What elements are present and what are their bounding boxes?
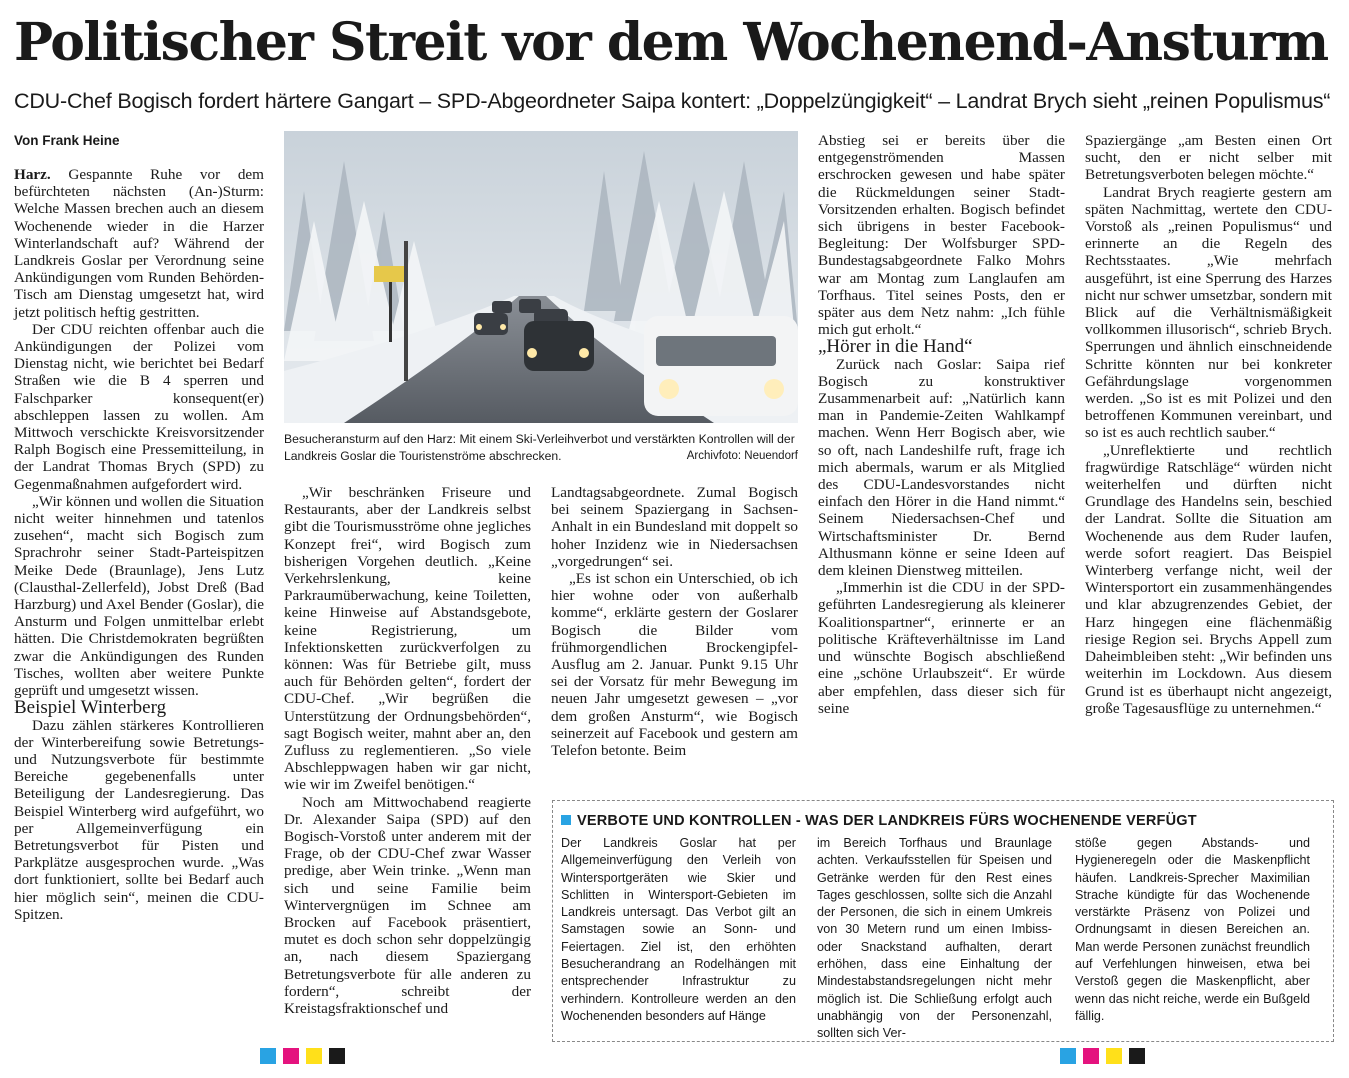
black-swatch bbox=[329, 1048, 345, 1064]
registration-marks-left bbox=[260, 1048, 345, 1066]
paragraph: Abstieg sei er bereits über die entgegenströmenden Massen erschrocken gewesen und habe später die Rückmeldungen seiner Stadt-Vorsitzenden erhalten. Bogisch befindet sich übrigens in bester Facebook-Begleitung: Der Wolfsburger SPD-Bundestagsabgeordnete Falko Mohrs war am Montag zum Langlaufen am Torfhaus. Titel seines Posts, den er später aus dem Netz nahm: „Ich fühle mich gut erholt.“ bbox=[818, 132, 1065, 339]
section-heading: „Hörer in die Hand“ bbox=[818, 336, 973, 358]
article-column-5 bbox=[1085, 132, 1332, 717]
paragraph: „Immerhin ist die CDU in der SPD-geführten Landesregierung als kleinerer Koalitionspartner“, erinnerte er an politische Kräfteverhältnisse im Land und wünschte Bogisch abschließend eine „schöne Urlaubszeit“. Er würde aber empfehlen, dass dieser sich für seine bbox=[818, 579, 1065, 717]
photo-credit: Archivfoto: Neuendorf bbox=[686, 450, 798, 462]
paragraph: Harz. Gespannte Ruhe vor dem befürchteten nächsten (An-)Sturm: Welche Massen brechen auch an diesem Wochenende wieder in die Harzer Winterlandschaft auf? Während der Landkreis Goslar per Verordnung seine Ankündigungen vom Runden Behörden-Tisch am Dienstag umgesetzt hat, wird jetzt politisch heftig gestritten. bbox=[14, 166, 264, 321]
magenta-swatch bbox=[283, 1048, 299, 1064]
article-column-1 bbox=[14, 166, 264, 923]
headline: Politischer Streit vor dem Wochenend-Ansturm bbox=[14, 12, 1328, 73]
magenta-swatch bbox=[1083, 1048, 1099, 1064]
byline: Von Frank Heine bbox=[14, 133, 120, 148]
paragraph: Noch am Mittwochabend reagierte Dr. Alexander Saipa (SPD) auf den Bogisch-Vorstoß unter anderem mit der Frage, ob der CDU-Chef zwar Wasser predige, aber Wein trinke. „Wenn man sich und seine Familie beim Wintervergnügen im Schnee am Brocken auf Facebook präsentiert, mutet es doch schon sehr doppelzüngig an, nach diesem Spaziergang Betretungsverbote für alle anderen zu fordern“, schreibt der Kreistagsfraktionschef und bbox=[284, 793, 531, 1018]
photo-caption: Besucheransturm auf den Harz: Mit einem Ski-Verleihverbot und verstärkten Kontrollen will der Landkreis Goslar die Touristenströme abschrecken. Archivfoto: Neuendorf bbox=[284, 432, 798, 463]
dateline: Harz. bbox=[14, 166, 51, 183]
cyan-swatch bbox=[260, 1048, 276, 1064]
article-photo bbox=[284, 131, 798, 423]
article-column-2 bbox=[284, 484, 531, 1017]
yellow-swatch bbox=[1106, 1048, 1122, 1064]
subheadline: CDU-Chef Bogisch fordert härtere Gangart – SPD-Abgeordneter Saipa kontert: „Doppelzüngigkeit“ – Landrat Brych sieht „reinen Populismus“ bbox=[14, 89, 1331, 113]
paragraph: „Unreflektierte und rechtlich fragwürdige Ratschläge“ würden nicht weiterhelfen und dürften nicht Grundlage des Handelns sein, beschied der Landrat. Sollte die Situation am Wochenende aus dem Ruder laufen, werde sofort reagiert. Das Beispiel Winterberg verfange nicht, weil der Wintersportort ein zusammenhängendes und klar abzugrenzendes Gebiet, der Harz hingegen eine flächenmäßig riesige Region sei. Brychs Appell zum Daheimbleiben steht: „Wir befinden uns weiterhin im Lockdown. Aus diesem Grund ist es überhaupt nicht angezeigt, große Tagesausflüge zu unternehmen.“ bbox=[1085, 441, 1332, 717]
info-box-column-3: stöße gegen Abstands- und Hygieneregeln oder die Maskenpflicht häufen. Landkreis-Sprecher Maximilian Strache kündigte für das Wochenende verstärkte Präsenz von Polizei und Ordnungsamt in diesen Bereichen an. Man werde Personen zunächst freundlich auf Verfehlungen hinweisen, etwa bei Verstoß gegen die Maskenpflicht, aber wenn das nicht reiche, werde ein Bußgeld fällig. bbox=[1075, 836, 1310, 1023]
paragraph: Zurück nach Goslar: Saipa rief Bogisch zu konstruktiver Zusammenarbeit auf: „Natürlich kann man in Pandemie-Zeiten Wahlkampf machen. Wenn Herr Bogisch aber, wie so oft, nach Landeshilfe ruft, frage ich mich abermals, warum er als Mitglied des CDU-Landesvorstandes nicht einfach den Hörer in die Hand nimmt.“ Seinem Niedersachsen-Chef und Wirtschaftsminister Dr. Bernd Althusmann könne er seine Ideen auf dem kleinen Dienstweg mitteilen. bbox=[818, 355, 1065, 580]
info-box-column-2: im Bereich Torfhaus und Braunlage achten. Verkaufsstellen für Speisen und Getränke werden für den Rest eines Tages geschlossen, sollte sich die Anzahl der Personen, die sich in einem Umkreis von 30 Metern rund um einen Imbiss- oder Snackstand aufhalten, derart erhöhen, dass eine Einhaltung der Mindestabstandsregelungen nicht mehr möglich ist. Die Schließung erfolgt auch unabhängig von der Personenzahl, sollten sich Ver- bbox=[817, 836, 1052, 1041]
yellow-swatch bbox=[306, 1048, 322, 1064]
paragraph: Der CDU reichten offenbar auch die Ankündigungen der Polizei vom Dienstag nicht, wie berichtet bei Bedarf Straßen wie die B 4 sperren und Falschparker konsequent(er) abschleppen lassen zu wollen. Am Mittwoch verschickte Kreisvorsitzender Ralph Bogisch eine Pressemitteilung, in der Landrat Thomas Brych (SPD) zu Gegenmaßnahmen aufgefordert wird. bbox=[14, 320, 264, 493]
info-box-title: VERBOTE UND KONTROLLEN - WAS DER LANDKREIS FÜRS WOCHENENDE VERFÜGT bbox=[561, 813, 1197, 829]
section-heading: Beispiel Winterberg bbox=[14, 697, 167, 719]
paragraph: Spaziergänge „am Besten einen Ort sucht, den er nicht selber mit Betretungsverboten belegen möchte.“ bbox=[1085, 132, 1332, 184]
paragraph: Landrat Brych reagierte gestern am späten Nachmittag, wertete den CDU-Vorstoß als „reinen Populismus“ und erinnerte an die Regeln des Rechtsstaates. „Wie mehrfach ausgeführt, ist eine Sperrung des Harzes nicht nur schwer umsetzbar, sondern mit Blick auf die Verhältnismäßigkeit vollkommen illusorisch“, schrieb Brych. Sperrungen und ähnlich einschneidende Schritte könnten nur bei konkreter Gefährdungslage vorgenommen werden. „So ist es mit Polizei und den betroffenen Kommunen vereinbart, und so ist es auch rechtlich sauber.“ bbox=[1085, 183, 1332, 442]
square-bullet-icon bbox=[561, 815, 571, 825]
info-box-column-1: Der Landkreis Goslar hat per Allgemeinverfügung den Verleih von Wintersportgeräten wie Skier und Schlitten in Wintersport-Gebieten im Landkreis untersagt. Das Verbot gilt an Samstagen sowie an Sonn- und Feiertagen. Ziel ist, den erhöhten Besucherandrang an Rodelhängen mit entsprechender Infrastruktur zu verhindern. Kontrolleure werden an den Wochenenden besonders auf Hänge bbox=[561, 836, 796, 1023]
winter-traffic-photo bbox=[284, 131, 798, 423]
paragraph: Dazu zählen stärkeres Kontrollieren der Winterbereifung sowie Betretungs- und Nutzungsverbote für bestimmte Bereiche gegebenenfalls unter Beteiligung der Landesregierung. Das Beispiel Winterberg wird aufgeführt, wo per Allgemeinverfügung ein Betretungsverbot für Pisten und Parkplätze ausgesprochen wurde. „Was dort funktioniert, sollte bei Bedarf auch hier möglich sein“, meinen die CDU-Spitzen. bbox=[14, 716, 264, 923]
paragraph: Landtagsabgeordnete. Zumal Bogisch bei seinem Spaziergang in Sachsen-Anhalt in ein Bundesland mit doppelt so hoher Inzidenz wie in Niedersachsen „vorgedrungen“ sei. bbox=[551, 484, 798, 570]
paragraph: „Wir beschränken Friseure und Restaurants, aber der Landkreis selbst gibt die Tourismusströme ohne jegliches Konzept frei“, wird Bogisch zum bisherigen Vorgehen deutlich. „Keine Verkehrslenkung, keine Parkraumüberwachung, keine Toiletten, keine Hinweise auf Abstandsgebote, keine Registrierung, um Infektionsketten zurückverfolgen zu können: Was für Betriebe gilt, muss auch für Behörden gelten“, fordert der CDU-Chef. „Wir begrüßen die Unterstützung der Ordnungsbehörden“, sagt Bogisch weiter, mahnt aber an, den Zufluss zu reglementieren. „So viele Abschleppwagen haben wir gar nicht, wie wir im Zweifel benötigen.“ bbox=[284, 484, 531, 794]
cyan-swatch bbox=[1060, 1048, 1076, 1064]
article-column-3 bbox=[551, 484, 798, 759]
paragraph: „Es ist schon ein Unterschied, ob ich hier wohne oder von außerhalb komme“, erklärte gestern der Goslarer Bogisch die Bilder vom frühmorgendlichen Brockengipfel-Ausflug am 2. Januar. Punkt 9.15 Uhr sei der Vorsatz für mehr Bewegung im neuen Jahr umgesetzt gewesen – „vor dem großen Ansturm“, wie Bogisch seinerzeit auf Facebook und gestern am Telefon betonte. Beim bbox=[551, 570, 798, 760]
black-swatch bbox=[1129, 1048, 1145, 1064]
article-column-4 bbox=[818, 132, 1065, 717]
info-box bbox=[552, 800, 1334, 1042]
registration-marks-right bbox=[1060, 1048, 1145, 1066]
paragraph: „Wir können und wollen die Situation nicht weiter hinnehmen und tatenlos zusehen“, macht sich Bogisch zum Sprachrohr seiner Stadt-Parteispitzen Meike Dede (Braunlage), Jens Lutz (Clausthal-Zellerfeld), Jobst Dreß (Bad Harzburg) und Axel Bender (Goslar), die Ansturm und Folgen unmittelbar erlebt hätten. Die Christdemokraten begrüßten zwar die Ankündigungen des Runden Tisches, wollten aber weitere Punkte geprüft und umgesetzt wissen. bbox=[14, 492, 264, 700]
